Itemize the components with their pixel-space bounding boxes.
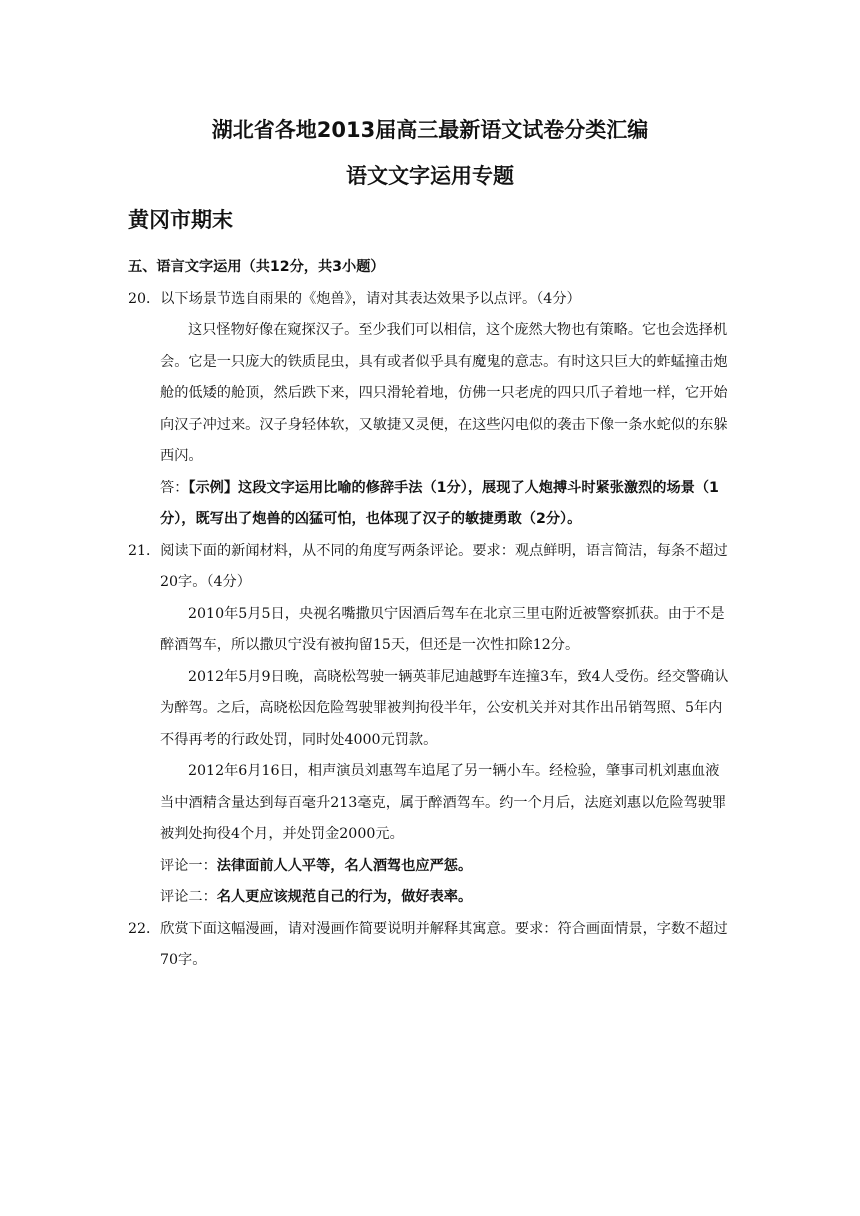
answer-text: 【示例】这段文字运用比喻的修辞手法（1分），展现了人炮搏斗时紧张激烈的场景（1分），既写出了炮兽的凶猛可怕，也体现了汉子的敏捷勇敢（2分）。 — [160, 479, 719, 527]
question-20-answer — [128, 473, 732, 536]
section-heading: 黄冈市期末 — [128, 208, 233, 232]
comment-1 — [128, 851, 732, 883]
comment-2 — [128, 882, 732, 914]
part-heading: 五、语言文字运用（共12分，共3小题） — [128, 259, 385, 275]
question-21-prompt: 21．阅读下面的新闻材料，从不同的角度写两条评论。要求：观点鲜明，语言简洁，每条不超过20字。（4分） — [128, 542, 728, 590]
comment-2-label: 评论二： — [160, 889, 217, 905]
document-subtitle: 语文文字运用专题 — [346, 164, 514, 188]
news-item-1: 2010年5月5日，央视名嘴撒贝宁因酒后驾车在北京三里屯附近被警察抓获。由于不是醉酒驾车，所以撒贝宁没有被拘留15天，但还是一次性扣除12分。 — [160, 605, 725, 653]
news-item-3: 2012年6月16日，相声演员刘惠驾车追尾了另一辆小车。经检验，肇事司机刘惠血液当中酒精含量达到每百毫升213毫克，属于醉酒驾车。约一个月后，法庭刘惠以危险驾驶罪被判处拘役4个月，并处罚金2000元。 — [160, 763, 727, 842]
comment-2-text: 名人更应该规范自己的行为，做好表率。 — [216, 889, 473, 905]
answer-label: 答： — [160, 479, 189, 496]
question-20-prompt: 20．以下场景节选自雨果的《炮兽》，请对其表达效果予以点评。（4分） — [128, 290, 581, 307]
news-item-2: 2012年5月9日晚，高晓松驾驶一辆英菲尼迪越野车连撞3车，致4人受伤。经交警确认为醉驾。之后，高晓松因危险驾驶罪被判拘役半年，公安机关并对其作出吊销驾照、5年内不得再考的行政处罚，同时处4000元罚款。 — [160, 668, 729, 748]
question-20-passage: 这只怪物好像在窥探汉子。至少我们可以相信，这个庞然大物也有策略。它也会选择机会。它是一只庞大的铁质昆虫，具有或者似乎具有魔鬼的意志。有时这只巨大的蚱蜢撞击炮舱的低矮的舱顶，然后跌下来，四只滑轮着地，仿佛一只老虎的四只爪子着地一样，它开始向汉子冲过来。汉子身轻体软，又敏捷又灵便，在这些闪电似的袭击下像一条水蛇似的东躲西闪。 — [160, 322, 728, 464]
document-body — [128, 252, 732, 977]
comment-1-text: 法律面前人人平等，名人酒驾也应严惩。 — [216, 857, 473, 874]
document-title: 湖北省各地2013届高三最新语文试卷分类汇编 — [211, 118, 649, 142]
comment-1-label: 评论一： — [160, 857, 217, 874]
question-22-prompt: 22．欣赏下面这幅漫画，请对漫画作简要说明并解释其寓意。要求：符合画面情景，字数不超过70字。 — [128, 920, 728, 968]
